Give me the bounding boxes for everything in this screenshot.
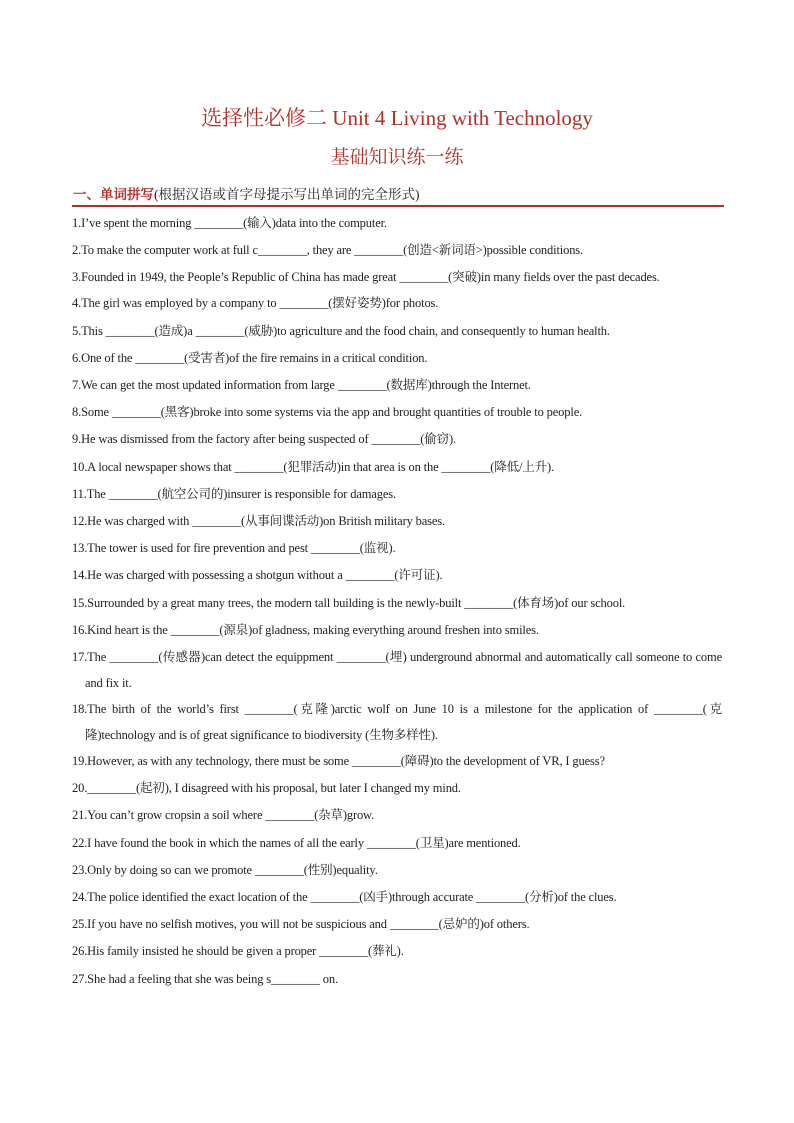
exercise-item: 19.However, as with any technology, there must be some ________(障碍)to the development of VR, I guess? bbox=[72, 754, 605, 769]
exercise-item: 17.The ________(传感器)can detect the equippment ________(埋) underground abnormal and automatically call someone to come and fix it. bbox=[72, 650, 722, 691]
exercise-item: 23.Only by doing so can we promote ________(性别)equality. bbox=[72, 862, 378, 877]
exercise-item: 21.You can’t grow cropsin a soil where ________(杂草)grow. bbox=[72, 808, 375, 823]
exercise-item: 1.I’ve spent the morning ________(输入)data into the computer. bbox=[72, 216, 387, 230]
exercise-item: 9.He was dismissed from the factory after being suspected of ________(偷窃). bbox=[72, 432, 456, 447]
exercise-item: 24.The police identified the exact location of the ________(凶手)through accurate ________(分析)of the clues. bbox=[72, 890, 617, 905]
exercise-item: 7.We can get the most updated information from large ________(数据库)through the Internet. bbox=[72, 378, 531, 393]
exercise-item: 12.He was charged with ________(从事间谍活动)on British military bases. bbox=[72, 514, 445, 529]
exercise-item: 22.I have found the book in which the names of all the early ________(卫星)are mentioned. bbox=[72, 835, 521, 850]
page-subtitle: 基础知识练一练 bbox=[330, 147, 464, 168]
section-name: 单词拼写 bbox=[100, 187, 154, 202]
page-title: 选择性必修二 Unit 4 Living with Technology bbox=[201, 106, 593, 130]
section-number: 一、 bbox=[73, 187, 100, 202]
exercise-item: 2.To make the computer work at full c________, they are ________(创造<新词语>)possible conditions. bbox=[72, 243, 583, 258]
exercise-item: 15.Surrounded by a great many trees, the modern tall building is the newly-built ________(体育场)of our school. bbox=[72, 595, 626, 610]
exercise-item: 27.She had a feeling that she was being s________ on. bbox=[72, 971, 338, 986]
exercise-item: 11.The ________(航空公司的)insurer is responsible for damages. bbox=[72, 486, 396, 501]
exercise-item: 10.A local newspaper shows that ________(犯罪活动)in that area is on the ________(降低/上升). bbox=[72, 459, 554, 474]
exercise-item: 8.Some ________(黑客)broke into some systems via the app and brought quantities of trouble to people. bbox=[72, 405, 583, 420]
exercise-item: 14.He was charged with possessing a shotgun without a ________(许可证). bbox=[72, 568, 443, 583]
exercise-item: 18.The birth of the world’s first ________(克隆)arctic wolf on June 10 is a milestone for the application of ________(克隆)technology and is of great significance to biodiversity (生物多样性). bbox=[72, 702, 722, 743]
exercise-item: 5.This ________(造成)a ________(威胁)to agriculture and the food chain, and consequently to human health. bbox=[72, 323, 610, 338]
exercise-item: 6.One of the ________(受害者)of the fire remains in a critical condition. bbox=[72, 350, 428, 365]
exercise-item: 25.If you have no selfish motives, you will not be suspicious and ________(忌妒的)of others. bbox=[72, 917, 530, 932]
exercise-item: 26.His family insisted he should be given a proper ________(葬礼). bbox=[72, 944, 404, 959]
section-heading bbox=[73, 186, 420, 204]
exercise-item: 20.________(起初), I disagreed with his proposal, but later I changed my mind. bbox=[72, 781, 461, 796]
exercise-list bbox=[72, 210, 722, 993]
exercise-item: 3.Founded in 1949, the People’s Republic of China has made great ________(突破)in many fields over the past decades. bbox=[72, 270, 660, 285]
section-instruction: (根据汉语或首字母提示写出单词的完全形式) bbox=[154, 187, 420, 202]
exercise-item: 13.The tower is used for fire prevention and pest ________(监视). bbox=[72, 541, 396, 556]
section-divider bbox=[72, 205, 724, 207]
exercise-item: 16.Kind heart is the ________(源泉)of gladness, making everything around freshen into smiles. bbox=[72, 622, 539, 637]
exercise-item: 4.The girl was employed by a company to ________(摆好姿势)for photos. bbox=[72, 296, 439, 311]
